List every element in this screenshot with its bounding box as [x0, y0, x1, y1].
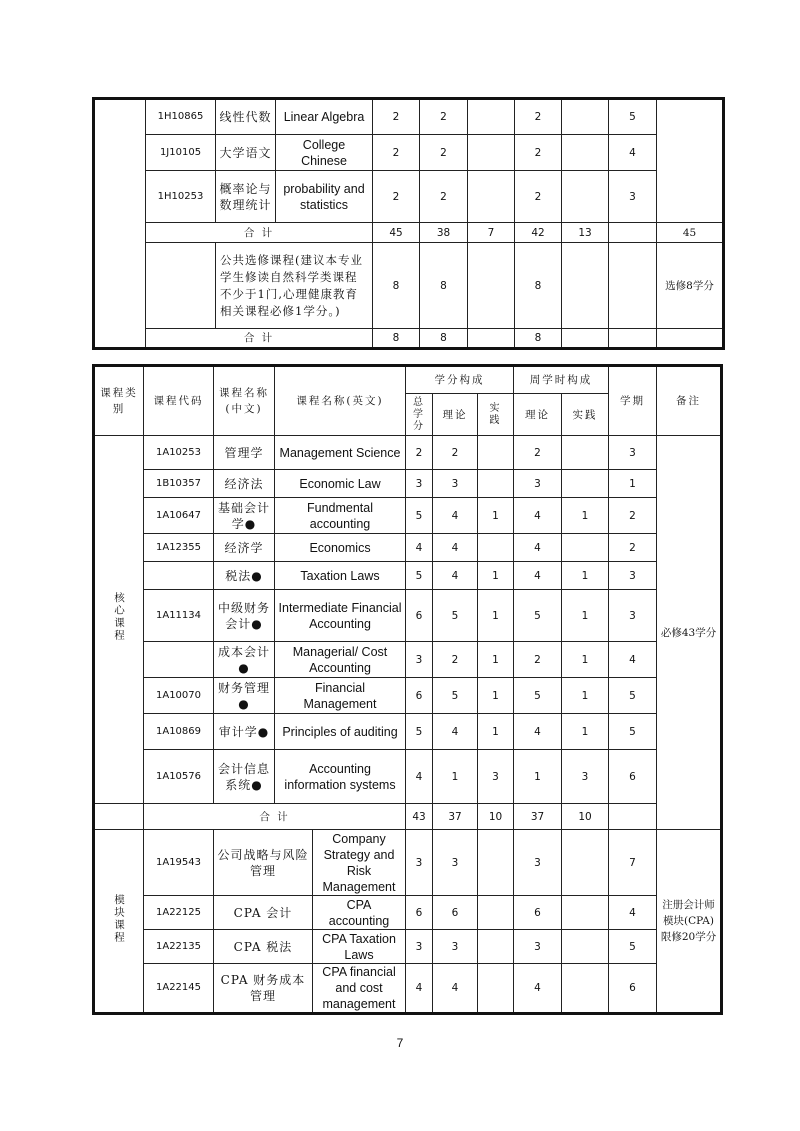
credit-total: 4 [406, 534, 433, 562]
course-name-cn: 经济学 [214, 534, 275, 562]
course-code: 1A11134 [144, 590, 214, 642]
credit-theory: 3 [433, 930, 478, 964]
credit-practice: 1 [478, 562, 514, 590]
table-row [94, 99, 724, 135]
table-row [94, 562, 722, 590]
credit-practice [468, 99, 515, 135]
credit-practice [478, 896, 514, 930]
week-practice: 1 [562, 562, 609, 590]
week-practice: 3 [562, 750, 609, 804]
week-theory: 42 [515, 223, 562, 243]
credit-theory: 1 [433, 750, 478, 804]
term: 3 [609, 590, 657, 642]
course-name-cn: 经济法 [214, 470, 275, 498]
credit-total: 4 [406, 964, 433, 1014]
course-name-en: Fundmental accounting [275, 498, 406, 534]
credit-total: 8 [373, 243, 420, 329]
credit-total: 2 [373, 171, 420, 223]
course-code: 1H10865 [146, 99, 216, 135]
course-name-en: Economics [275, 534, 406, 562]
table-row [94, 590, 722, 642]
header-category: 课程类别 [94, 366, 144, 436]
credit-theory: 2 [433, 436, 478, 470]
credit-practice: 1 [478, 498, 514, 534]
credit-theory: 8 [420, 329, 468, 349]
credit-theory: 5 [433, 678, 478, 714]
table-row [94, 678, 722, 714]
course-name-cn: 公司战略与风险管理 [214, 830, 313, 896]
week-theory: 6 [514, 896, 562, 930]
week-theory: 1 [514, 750, 562, 804]
header-credit-theory: 理论 [433, 394, 478, 436]
course-name-cn: 财务管理● [214, 678, 275, 714]
credit-total: 4 [406, 750, 433, 804]
credit-practice [478, 470, 514, 498]
week-theory: 3 [514, 930, 562, 964]
course-name-cn: 基础会计学● [214, 498, 275, 534]
week-practice [562, 470, 609, 498]
credit-theory: 2 [433, 642, 478, 678]
table-row [94, 830, 722, 896]
course-name-cn: 审计学● [214, 714, 275, 750]
course-name-cn: CPA 财务成本管理 [214, 964, 313, 1014]
credit-theory: 2 [420, 99, 468, 135]
credit-theory: 6 [433, 896, 478, 930]
week-practice [562, 896, 609, 930]
note-cell [657, 99, 724, 223]
table-row [94, 135, 724, 171]
category-module: 模块课程 [94, 830, 144, 1014]
term: 1 [609, 470, 657, 498]
week-theory: 2 [514, 642, 562, 678]
week-theory: 2 [515, 171, 562, 223]
week-theory: 4 [514, 498, 562, 534]
course-name-en: Company Strategy and Risk Management [313, 830, 406, 896]
credit-total: 3 [406, 930, 433, 964]
week-practice [562, 171, 609, 223]
week-theory: 3 [514, 830, 562, 896]
course-name-en: probability and statistics [276, 171, 373, 223]
week-practice [562, 964, 609, 1014]
term: 5 [609, 678, 657, 714]
week-practice [562, 930, 609, 964]
week-practice: 1 [562, 498, 609, 534]
term: 4 [609, 642, 657, 678]
course-code: 1A10647 [144, 498, 214, 534]
credit-theory: 4 [433, 714, 478, 750]
subtotal-row [94, 329, 724, 349]
course-name-cn: 成本会计● [214, 642, 275, 678]
course-name-en: Management Science [275, 436, 406, 470]
course-name-cn: 概率论与数理统计 [216, 171, 276, 223]
course-code: 1J10105 [146, 135, 216, 171]
elective-row [94, 243, 724, 329]
course-name-en: Accounting information systems [275, 750, 406, 804]
course-name-en: CPA Taxation Laws [313, 930, 406, 964]
credit-theory: 2 [420, 135, 468, 171]
course-code: 1A10253 [144, 436, 214, 470]
course-code: 1A10576 [144, 750, 214, 804]
credit-practice [468, 135, 515, 171]
credit-theory: 37 [433, 804, 478, 830]
credit-total: 5 [406, 714, 433, 750]
course-name-cn: 中级财务会计● [214, 590, 275, 642]
course-code: 1A22125 [144, 896, 214, 930]
credit-total: 6 [406, 590, 433, 642]
credit-theory: 4 [433, 964, 478, 1014]
course-code [144, 642, 214, 678]
table-row [94, 436, 722, 470]
credit-theory: 4 [433, 562, 478, 590]
credit-total: 5 [406, 562, 433, 590]
course-name-cn: CPA 税法 [214, 930, 313, 964]
week-theory: 3 [514, 470, 562, 498]
credit-total: 3 [406, 830, 433, 896]
table-row [94, 171, 724, 223]
credit-total: 6 [406, 896, 433, 930]
credit-total: 2 [373, 99, 420, 135]
credit-total: 3 [406, 642, 433, 678]
credit-practice: 1 [478, 678, 514, 714]
week-theory: 37 [514, 804, 562, 830]
credit-total: 2 [406, 436, 433, 470]
header-credit-total: 总学分 [406, 394, 433, 436]
term: 3 [609, 436, 657, 470]
week-practice: 13 [562, 223, 609, 243]
credit-total: 43 [406, 804, 433, 830]
course-name-en: Managerial/ Cost Accounting [275, 642, 406, 678]
credit-theory: 8 [420, 243, 468, 329]
credit-theory: 4 [433, 498, 478, 534]
header-week-group: 周学时构成 [514, 366, 609, 394]
week-theory: 4 [514, 562, 562, 590]
course-table-continued [92, 97, 725, 350]
course-name-en: Linear Algebra [276, 99, 373, 135]
credit-practice [478, 436, 514, 470]
week-theory: 4 [514, 964, 562, 1014]
week-practice: 1 [562, 678, 609, 714]
table-row [94, 470, 722, 498]
category-core: 核心课程 [94, 436, 144, 804]
subtotal-label: 合 计 [144, 804, 406, 830]
term: 3 [609, 171, 657, 223]
page-number: 7 [396, 1036, 404, 1050]
course-code: 1A22135 [144, 930, 214, 964]
week-theory: 5 [514, 590, 562, 642]
course-name-cn: 会计信息系统● [214, 750, 275, 804]
week-theory: 8 [515, 243, 562, 329]
week-theory: 2 [515, 99, 562, 135]
note-core: 必修43学分 [657, 436, 722, 830]
note-cell: 45 [657, 223, 724, 243]
course-name-cn: 管理学 [214, 436, 275, 470]
credit-practice: 1 [478, 642, 514, 678]
table-row [94, 750, 722, 804]
table-row [94, 498, 722, 534]
credit-total: 6 [406, 678, 433, 714]
note-module: 注册会计师模块(CPA)限修20学分 [657, 830, 722, 1014]
course-name-en: College Chinese [276, 135, 373, 171]
credit-theory: 38 [420, 223, 468, 243]
week-practice: 1 [562, 590, 609, 642]
credit-practice: 1 [478, 714, 514, 750]
header-row [94, 366, 722, 394]
credit-total: 45 [373, 223, 420, 243]
course-name-cn: 线性代数 [216, 99, 276, 135]
week-practice: 1 [562, 714, 609, 750]
course-name-cn: CPA 会计 [214, 896, 313, 930]
credit-theory: 4 [433, 534, 478, 562]
term: 6 [609, 750, 657, 804]
week-practice [562, 135, 609, 171]
week-practice: 10 [562, 804, 609, 830]
table-row [94, 930, 722, 964]
course-code: 1H10253 [146, 171, 216, 223]
course-name-cn: 大学语文 [216, 135, 276, 171]
table-row [94, 896, 722, 930]
term: 4 [609, 896, 657, 930]
header-code: 课程代码 [144, 366, 214, 436]
week-practice [562, 99, 609, 135]
elective-description: 公共选修课程(建议本专业学生修读自然科学类课程不少于1门,心理健康教育相关课程必修1学分。) [216, 243, 373, 329]
subtotal-row [94, 223, 724, 243]
course-code: 1A10869 [144, 714, 214, 750]
credit-practice: 3 [478, 750, 514, 804]
week-practice: 1 [562, 642, 609, 678]
credit-practice: 1 [478, 590, 514, 642]
note-cell: 选修8学分 [657, 243, 724, 329]
course-code: 1A19543 [144, 830, 214, 896]
week-theory: 4 [514, 714, 562, 750]
credit-practice [478, 534, 514, 562]
header-week-theory: 理论 [514, 394, 562, 436]
credit-theory: 5 [433, 590, 478, 642]
course-name-en: Financial Management [275, 678, 406, 714]
course-name-en: Economic Law [275, 470, 406, 498]
credit-practice: 10 [478, 804, 514, 830]
credit-practice [478, 930, 514, 964]
header-week-practice: 实践 [562, 394, 609, 436]
header-term: 学期 [609, 366, 657, 436]
table-row [94, 964, 722, 1014]
week-theory: 4 [514, 534, 562, 562]
week-theory: 5 [514, 678, 562, 714]
course-code: 1A10070 [144, 678, 214, 714]
course-code [144, 562, 214, 590]
week-theory: 8 [515, 329, 562, 349]
term: 7 [609, 830, 657, 896]
course-table-main [92, 364, 723, 1015]
credit-practice [478, 964, 514, 1014]
table-row [94, 534, 722, 562]
term: 6 [609, 964, 657, 1014]
header-credit-practice: 实践 [478, 394, 514, 436]
credit-total: 5 [406, 498, 433, 534]
credit-total: 3 [406, 470, 433, 498]
week-practice [562, 436, 609, 470]
course-name-cn: 税法● [214, 562, 275, 590]
course-name-en: Taxation Laws [275, 562, 406, 590]
course-name-en: CPA financial and cost management [313, 964, 406, 1014]
credit-practice [478, 830, 514, 896]
table-row [94, 714, 722, 750]
week-practice [562, 534, 609, 562]
table-row [94, 642, 722, 678]
term: 5 [609, 99, 657, 135]
course-code: 1A22145 [144, 964, 214, 1014]
credit-theory: 2 [420, 171, 468, 223]
week-theory: 2 [515, 135, 562, 171]
course-code: 1A12355 [144, 534, 214, 562]
header-cn-name: 课程名称(中文) [214, 366, 275, 436]
credit-practice [468, 171, 515, 223]
credit-theory: 3 [433, 830, 478, 896]
credit-total: 8 [373, 329, 420, 349]
credit-practice: 7 [468, 223, 515, 243]
term: 3 [609, 562, 657, 590]
header-note: 备注 [657, 366, 722, 436]
course-code: 1B10357 [144, 470, 214, 498]
term: 4 [609, 135, 657, 171]
credit-theory: 3 [433, 470, 478, 498]
course-name-en: Principles of auditing [275, 714, 406, 750]
term: 2 [609, 498, 657, 534]
term: 5 [609, 930, 657, 964]
course-name-en: CPA accounting [313, 896, 406, 930]
term: 5 [609, 714, 657, 750]
course-name-en: Intermediate Financial Accounting [275, 590, 406, 642]
header-en-name: 课程名称(英文) [275, 366, 406, 436]
credit-total: 2 [373, 135, 420, 171]
term: 2 [609, 534, 657, 562]
subtotal-label: 合 计 [146, 329, 373, 349]
subtotal-row [94, 804, 722, 830]
subtotal-label: 合 计 [146, 223, 373, 243]
category-cell [94, 99, 146, 349]
week-theory: 2 [514, 436, 562, 470]
week-practice [562, 830, 609, 896]
header-credit-group: 学分构成 [406, 366, 514, 394]
